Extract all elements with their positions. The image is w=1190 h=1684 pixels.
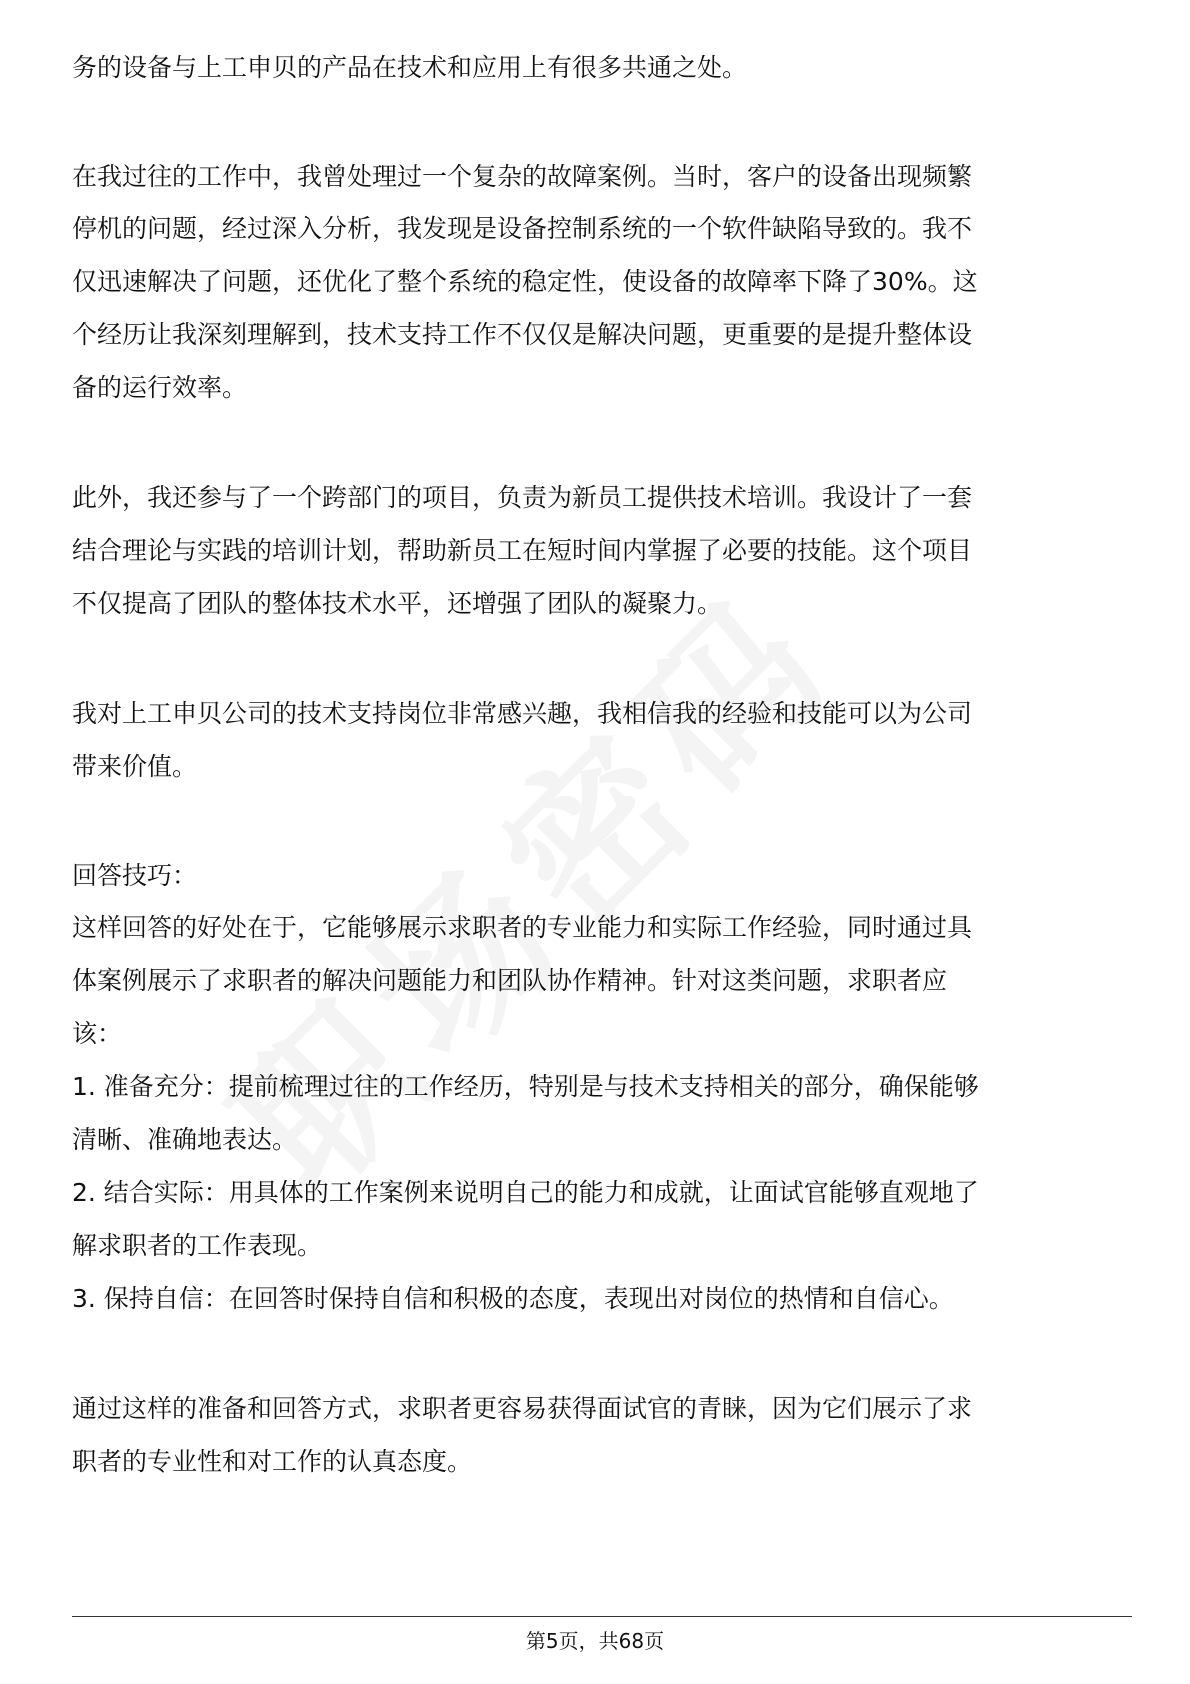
section-heading: 回答技巧：	[72, 861, 198, 890]
text-line: 我对上工申贝公司的技术支持岗位非常感兴趣，我相信我的经验和技能可以为公司	[72, 699, 973, 728]
text-line: 职者的专业性和对工作的认真态度。	[72, 1447, 473, 1476]
text-line: 带来价值。	[72, 752, 198, 781]
text-line: 不仅提高了团队的整体技术水平，还增强了团队的凝聚力。	[72, 589, 723, 618]
text-line: 通过这样的准备和回答方式，求职者更容易获得面试官的青睐，因为它们展示了求	[72, 1394, 973, 1423]
text-line: 结合理论与实践的培训计划，帮助新员工在短时间内掌握了必要的技能。这个项目	[72, 536, 973, 565]
text-line: 解求职者的工作表现。	[72, 1231, 323, 1260]
text-line: 个经历让我深刻理解到，技术支持工作不仅仅是解决问题，更重要的是提升整体设	[72, 320, 973, 349]
text-line: 体案例展示了求职者的解决问题能力和团队协作精神。针对这类问题，求职者应	[72, 966, 948, 995]
text-line: 该：	[72, 1019, 123, 1048]
list-item: 3. 保持自信：在回答时保持自信和积极的态度，表现出对岗位的热情和自信心。	[72, 1284, 954, 1313]
text-line: 备的运行效率。	[72, 373, 248, 402]
text-line: 此外，我还参与了一个跨部门的项目，负责为新员工提供技术培训。我设计了一套	[72, 483, 973, 512]
text-line: 停机的问题，经过深入分析，我发现是设备控制系统的一个软件缺陷导致的。我不	[72, 214, 973, 243]
list-item: 1. 准备充分：提前梳理过往的工作经历，特别是与技术支持相关的部分，确保能够	[72, 1072, 979, 1101]
text-line: 仅迅速解决了问题，还优化了整个系统的稳定性，使设备的故障率下降了30%。这	[72, 267, 978, 296]
text-line: 清晰、准确地表达。	[72, 1125, 298, 1154]
list-item: 2. 结合实际：用具体的工作案例来说明自己的能力和成就，让面试官能够直观地了	[72, 1178, 979, 1207]
text-line: 务的设备与上工申贝的产品在技术和应用上有很多共通之处。	[72, 53, 748, 82]
footer-divider	[72, 1616, 1132, 1617]
page-number: 第5页，共68页	[525, 1629, 665, 1653]
text-line: 在我过往的工作中，我曾处理过一个复杂的故障案例。当时，客户的设备出现频繁	[72, 162, 973, 191]
text-line: 这样回答的好处在于，它能够展示求职者的专业能力和实际工作经验，同时通过具	[72, 913, 973, 942]
